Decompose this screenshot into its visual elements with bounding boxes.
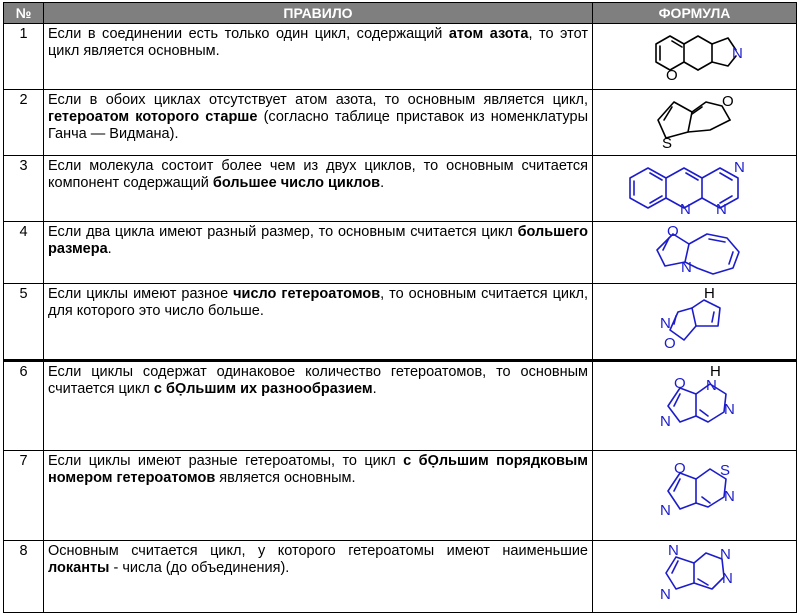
svg-text:N: N <box>659 412 671 430</box>
svg-text:O: O <box>721 93 734 110</box>
row-number: 4 <box>4 222 44 284</box>
table-row <box>4 24 797 90</box>
oxazolo-azepine-structure-icon <box>635 222 755 278</box>
rule-keyword: большее число циклов <box>212 175 381 191</box>
header-rule: ПРАВИЛО <box>44 3 593 24</box>
oxazolo-isothiazole-structure-icon <box>640 453 750 533</box>
header-formula: ФОРМУЛА <box>593 3 797 24</box>
svg-text:N: N <box>659 502 671 519</box>
row-number: 1 <box>4 24 44 90</box>
formula-cell <box>593 361 797 451</box>
rule-keyword: локанты <box>48 560 110 576</box>
svg-text:O: O <box>665 67 678 84</box>
rule-keyword: гетероатом которого старше <box>48 109 258 125</box>
rule-keyword: с бỌльшим их разнообразием <box>153 381 373 397</box>
table-row <box>4 156 797 222</box>
rule-text: Если два цикла имеют разный размер, то основным считается цикл большего размера. <box>44 222 593 284</box>
rule-keyword: с бỌльшим порядковым номером гетероатомов <box>48 453 588 486</box>
rule-keyword: большего размера <box>48 224 588 257</box>
row-number: 3 <box>4 156 44 222</box>
pyrano-pyrrole-structure-icon <box>640 24 750 84</box>
formula-cell <box>593 284 797 361</box>
svg-text:N: N <box>680 259 692 276</box>
imidazo-pyrazole-structure-icon <box>640 541 750 607</box>
svg-text:N: N <box>719 546 731 563</box>
rule-text: Если в обоих циклах отсутствует атом азота, то основным является цикл, гетероатом которого старше (согласно таблице приставок из номенклатуры Ганча — Видмана). <box>44 90 593 156</box>
formula-cell <box>593 90 797 156</box>
svg-text:N: N <box>715 201 727 216</box>
rule-text: Если молекула состоит более чем из двух циклов, то основным считается компонент содержащий большее число циклов. <box>44 156 593 222</box>
oxazolo-pyrazole-structure-icon <box>640 364 750 444</box>
svg-text:N: N <box>705 376 717 394</box>
svg-text:N: N <box>667 542 679 559</box>
rule-text: Основным считается цикл, у которого гетероатомы имеют наименьшие локанты - числа (до объединения). <box>44 541 593 613</box>
formula-cell <box>593 24 797 90</box>
table-header-row <box>4 3 797 24</box>
formula-cell <box>593 222 797 284</box>
svg-text:S: S <box>661 135 672 150</box>
svg-text:O: O <box>666 223 679 240</box>
row-number: 7 <box>4 451 44 541</box>
formula-cell <box>593 541 797 613</box>
table-row <box>4 90 797 156</box>
rule-keyword: атом азота <box>448 26 529 42</box>
header-number: № <box>4 3 44 24</box>
row-number: 6 <box>4 361 44 451</box>
rule-text: Если циклы имеют разные гетероатомы, то цикл с бỌльшим порядковым номером гетероатомов является основным. <box>44 451 593 541</box>
svg-text:N: N <box>659 586 671 603</box>
svg-text:N: N <box>723 400 735 418</box>
table-row <box>4 222 797 284</box>
svg-text:H: H <box>709 363 721 380</box>
svg-text:N: N <box>659 315 671 332</box>
row-number: 2 <box>4 90 44 156</box>
rule-text: Если в соединении есть только один цикл, содержащий атом азота, то этот цикл является основным. <box>44 24 593 90</box>
table-row <box>4 541 797 613</box>
rules-table <box>3 2 797 613</box>
svg-text:H: H <box>703 285 715 302</box>
pyrrolo-isoxazole-structure-icon <box>640 284 750 354</box>
table-row <box>4 361 797 451</box>
svg-text:N: N <box>733 159 745 176</box>
svg-text:N: N <box>679 201 691 216</box>
svg-text:O: O <box>663 335 676 352</box>
formula-cell <box>593 451 797 541</box>
svg-text:S: S <box>719 462 730 479</box>
rule-text: Если циклы имеют разное число гетероатомов, то основным считается цикл, для которого это число больше. <box>44 284 593 361</box>
formula-cell <box>593 156 797 222</box>
pyrazino-quinoline-structure-icon <box>620 156 770 216</box>
rule-keyword: число гетероатомов <box>233 286 381 302</box>
svg-text:O: O <box>673 374 686 392</box>
rule-text: Если циклы содержат одинаковое количество гетероатомов, то основным считается цикл с бỌльшим их разнообразием. <box>44 361 593 451</box>
svg-text:N: N <box>723 488 735 505</box>
table-row <box>4 451 797 541</box>
svg-text:N: N <box>721 570 733 587</box>
row-number: 8 <box>4 541 44 613</box>
table-row <box>4 284 797 361</box>
svg-text:N: N <box>731 45 743 62</box>
thieno-furan-structure-icon <box>640 90 750 150</box>
row-number: 5 <box>4 284 44 361</box>
svg-text:O: O <box>673 460 686 477</box>
